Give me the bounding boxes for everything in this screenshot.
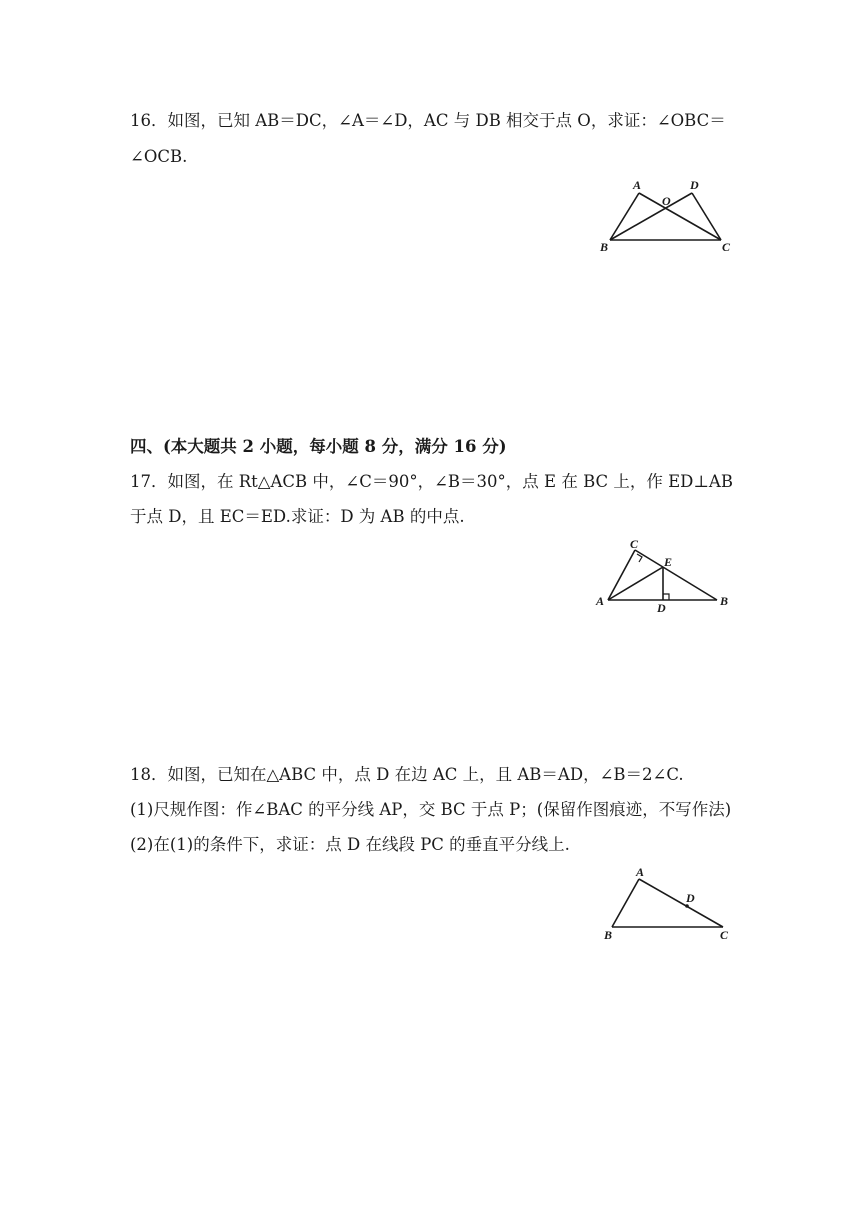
problem-18-line-2: (1)尺规作图：作∠BAC 的平分线 AP，交 BC 于点 P；(保留作图痕迹，不写作法) — [130, 800, 732, 819]
problem-18-line-3: (2)在(1)的条件下，求证：点 D 在线段 PC 的垂直平分线上. — [130, 835, 570, 854]
problem-17-line-1: 17．如图，在 Rt△ACB 中，∠C＝90°，∠B＝30°，点 E 在 BC 上，作 ED⊥AB — [130, 472, 733, 491]
fig17-label-b: B — [720, 594, 729, 608]
problem-16-line-1: 16．如图，已知 AB＝DC，∠A＝∠D，AC 与 DB 相交于点 O，求证：∠OBC＝ — [130, 111, 726, 130]
problem-17-line-2: 于点 D，且 EC＝ED.求证：D 为 AB 的中点. — [130, 507, 465, 526]
fig16-label-d: D — [690, 178, 699, 192]
problem-18-figure — [595, 863, 745, 948]
fig16-label-a: A — [633, 178, 642, 192]
fig17-label-d: D — [657, 601, 666, 615]
fig16-label-b: B — [600, 240, 609, 254]
problem-16-line-2: ∠OCB. — [130, 147, 188, 166]
section-4-heading-text: 四、(本大题共 2 小题，每小题 8 分，满分 16 分) — [130, 437, 507, 456]
fig16-label-o: O — [662, 194, 671, 208]
fig16-label-c: C — [722, 240, 731, 254]
problem-18-line-1: 18．如图，已知在△ABC 中，点 D 在边 AC 上，且 AB＝AD，∠B＝2∠C. — [130, 765, 684, 784]
fig17-label-a: A — [596, 594, 605, 608]
fig18-label-b: B — [604, 928, 613, 942]
problem-16-figure — [595, 175, 735, 260]
fig18-label-c: C — [720, 928, 729, 942]
fig17-label-c: C — [630, 537, 639, 551]
fig17-label-e: E — [664, 555, 673, 569]
section-4-heading — [130, 436, 507, 458]
problem-17-figure — [590, 538, 740, 616]
fig18-label-a: A — [636, 865, 645, 879]
fig18-label-d: D — [686, 891, 695, 905]
